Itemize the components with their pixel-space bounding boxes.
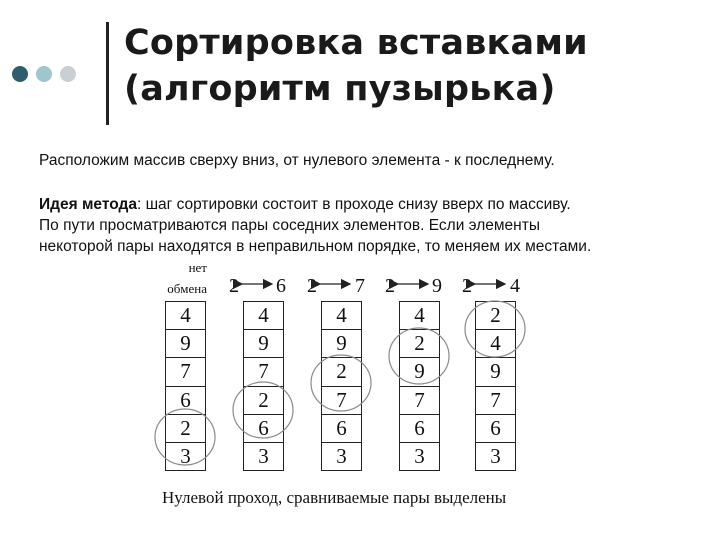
array-cell: 6: [166, 387, 205, 415]
idea-line-3: некоторой пары находятся в неправильном порядке, то меняем их местами.: [39, 238, 592, 255]
array-cell: 2: [244, 387, 283, 415]
array-column-4: [399, 301, 440, 471]
array-cell: 7: [322, 387, 361, 415]
array-cell: 6: [400, 415, 439, 443]
array-cell: 9: [400, 358, 439, 386]
array-cell: 9: [322, 330, 361, 358]
array-cell: 9: [244, 330, 283, 358]
bullet-dot-3: [60, 66, 76, 82]
swap-label-4-left: 2: [462, 275, 472, 297]
array-cell: 3: [258, 443, 269, 468]
array-cell: 2: [322, 358, 361, 386]
title-bullets: [12, 66, 92, 86]
array-cell: 4: [322, 302, 361, 330]
no-exchange-line-1: нет: [188, 260, 207, 275]
array-column-3: [321, 301, 362, 471]
swap-label-3-right: 9: [432, 275, 442, 297]
no-exchange-line-2: обмена: [167, 281, 207, 296]
array-cell: 3: [336, 443, 347, 468]
swap-label-4-right: 4: [510, 275, 520, 297]
array-cell: 6: [476, 415, 515, 443]
array-column-1: [165, 301, 206, 471]
array-cell: 7: [244, 358, 283, 386]
array-cell: 7: [476, 387, 515, 415]
array-cell: 2: [166, 415, 205, 443]
array-cell: 9: [476, 358, 515, 386]
array-cell: 3: [414, 443, 425, 468]
array-cell: 2: [476, 302, 515, 330]
array-cell: 3: [180, 443, 191, 468]
array-cell: 4: [166, 302, 205, 330]
array-cell: 9: [166, 330, 205, 358]
array-cell: 7: [166, 358, 205, 386]
slide-title: [124, 20, 588, 112]
array-cell: 6: [244, 415, 283, 443]
array-column-2: [243, 301, 284, 471]
array-cell: 7: [400, 387, 439, 415]
idea-line-1: [39, 194, 571, 215]
title-line-1: Сортировка вставками: [124, 23, 588, 63]
bullet-dot-2: [36, 66, 52, 82]
swap-label-1-left: 2: [229, 275, 239, 297]
idea-label: Идея метода: [39, 196, 137, 213]
array-cell: 6: [322, 415, 361, 443]
array-cell: 4: [244, 302, 283, 330]
no-exchange-label: [155, 257, 207, 299]
intro-text: Расположим массив сверху вниз, от нулевого элемента - к последнему.: [39, 152, 555, 169]
title-line-2: (алгоритм пузырька): [124, 69, 556, 109]
diagram-caption: Нулевой проход, сравниваемые пары выделены: [162, 488, 507, 507]
array-cell: 4: [476, 330, 515, 358]
array-cell: 2: [400, 330, 439, 358]
idea-line-1-rest: : шаг сортировки состоит в проходе снизу вверх по массиву.: [136, 196, 571, 213]
bullet-dot-1: [12, 66, 28, 82]
swap-label-3-left: 2: [385, 275, 395, 297]
array-column-5: [475, 301, 516, 471]
idea-line-2: По пути просматриваются пары соседних элементов. Если элементы: [39, 217, 540, 234]
swap-label-1-right: 6: [276, 275, 286, 297]
swap-label-2-left: 2: [307, 275, 317, 297]
title-divider: [106, 22, 109, 125]
array-cell: 3: [490, 443, 501, 468]
array-cell: 4: [400, 302, 439, 330]
swap-label-2-right: 7: [355, 275, 365, 297]
